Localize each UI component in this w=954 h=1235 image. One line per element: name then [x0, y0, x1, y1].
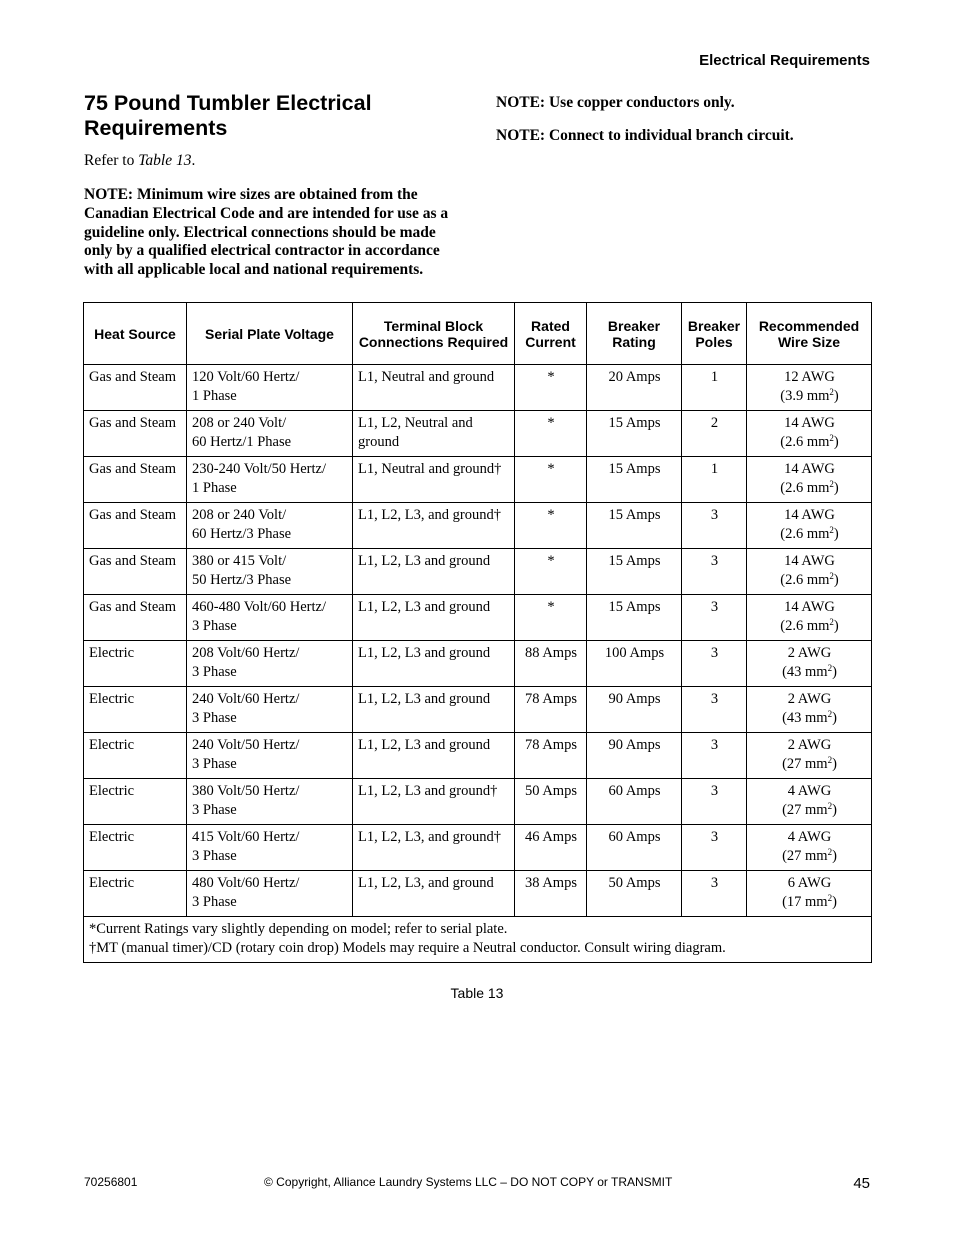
cell-terminal [353, 641, 515, 687]
breaker-rating-text: 15 Amps [608, 415, 661, 431]
breaker-rating-text: 90 Amps [608, 737, 661, 753]
wire-mm-exponent: 2 [829, 386, 834, 397]
cell-terminal [353, 595, 515, 641]
wire-awg: 4 AWG [787, 783, 832, 799]
voltage-line-1: 208 or 240 Volt/ [192, 507, 287, 523]
voltage-line-1: 208 Volt/60 Hertz/ [192, 645, 300, 661]
breaker-poles-text: 2 [710, 415, 719, 431]
cell-wire-size [747, 871, 872, 917]
wire-mm-exponent: 2 [827, 708, 833, 719]
footnote-current: *Current Ratings vary slightly depending on model; refer to serial plate. [89, 921, 508, 937]
header-terminal-block: Terminal Block Connections Required [353, 303, 515, 365]
cell-wire-size [747, 779, 872, 825]
wire-mm-exponent: 2 [827, 662, 833, 673]
heat-source-text: Gas and Steam [89, 507, 176, 523]
voltage-line-2: 1 Phase [192, 479, 237, 496]
wire-awg: 14 AWG [784, 507, 835, 523]
header-breaker-rating: Breaker Rating [587, 303, 682, 365]
cell-voltage [187, 687, 353, 733]
cell-heat-source [84, 595, 187, 641]
cell-heat-source [84, 871, 187, 917]
wire-mm-close: ) [833, 617, 839, 634]
heat-source-text: Electric [89, 875, 135, 891]
heat-source-text: Gas and Steam [89, 415, 176, 431]
wire-awg: 2 AWG [787, 737, 832, 753]
heat-source-text: Electric [89, 829, 135, 845]
cell-voltage [187, 411, 353, 457]
breaker-poles-text: 3 [710, 783, 719, 799]
wire-awg: 12 AWG [784, 369, 835, 385]
wire-awg: 14 AWG [784, 553, 835, 569]
table-body [84, 365, 872, 917]
cell-rated-current [515, 733, 587, 779]
refer-line [84, 152, 195, 170]
wire-mm-exponent: 2 [827, 754, 833, 765]
breaker-rating-text: 90 Amps [608, 691, 661, 707]
cell-rated-current [515, 411, 587, 457]
table-row [84, 687, 872, 733]
cell-rated-current [515, 457, 587, 503]
wire-awg: 2 AWG [787, 645, 832, 661]
voltage-line-1: 415 Volt/60 Hertz/ [192, 829, 300, 845]
cell-breaker-poles [682, 733, 747, 779]
wire-mm-exponent: 2 [829, 524, 834, 535]
breaker-rating-text: 15 Amps [608, 461, 661, 477]
cell-wire-size [747, 641, 872, 687]
terminal-text: L1, L2, L3, and ground† [358, 829, 501, 845]
rated-current-text: * [547, 507, 555, 523]
refer-prefix: Refer to [84, 152, 139, 169]
wire-mm: (3.9 mm [780, 387, 830, 404]
cell-voltage [187, 825, 353, 871]
cell-rated-current [515, 779, 587, 825]
note-guideline: NOTE: Minimum wire sizes are obtained from the Canadian Electrical Code and are intended for use as a guideline only. Electrical connections should be made only by a qualified electrical contractor in accordance with all applicable local and national requirements. [84, 186, 449, 279]
rated-current-text: * [547, 369, 555, 385]
refer-suffix: . [191, 152, 196, 169]
wire-mm: (2.6 mm [780, 525, 830, 542]
terminal-text: L1, L2, L3 and ground [358, 599, 491, 615]
cell-voltage [187, 549, 353, 595]
voltage-line-1: 480 Volt/60 Hertz/ [192, 875, 300, 891]
voltage-line-1: 230-240 Volt/50 Hertz/ [192, 461, 326, 477]
cell-breaker-poles [682, 641, 747, 687]
cell-voltage [187, 871, 353, 917]
cell-heat-source [84, 365, 187, 411]
voltage-line-2: 3 Phase [192, 801, 237, 818]
cell-terminal [353, 733, 515, 779]
terminal-text: L1, Neutral and ground [358, 369, 495, 385]
rated-current-text: * [547, 461, 555, 477]
wire-awg: 14 AWG [784, 461, 835, 477]
wire-mm: (17 mm [782, 893, 828, 910]
cell-wire-size [747, 733, 872, 779]
rated-current-text: 78 Amps [525, 737, 577, 753]
cell-wire-size [747, 411, 872, 457]
cell-heat-source [84, 457, 187, 503]
wire-mm: (2.6 mm [780, 479, 830, 496]
heat-source-text: Electric [89, 783, 135, 799]
voltage-line-1: 380 or 415 Volt/ [192, 553, 287, 569]
voltage-line-1: 380 Volt/50 Hertz/ [192, 783, 300, 799]
breaker-rating-text: 50 Amps [608, 875, 661, 891]
cell-breaker-poles [682, 457, 747, 503]
table-row [84, 595, 872, 641]
breaker-poles-text: 1 [710, 369, 719, 385]
breaker-poles-text: 3 [710, 599, 719, 615]
header-breaker-poles: Breaker Poles [682, 303, 747, 365]
breaker-rating-text: 100 Amps [604, 645, 665, 661]
heat-source-text: Gas and Steam [89, 553, 176, 569]
cell-terminal [353, 871, 515, 917]
voltage-line-2: 3 Phase [192, 617, 237, 634]
wire-mm-close: ) [832, 755, 837, 772]
cell-breaker-poles [682, 779, 747, 825]
cell-wire-size [747, 549, 872, 595]
cell-breaker-rating [587, 687, 682, 733]
cell-breaker-poles [682, 595, 747, 641]
page-title: 75 Pound Tumbler Electrical Requirements [84, 91, 372, 140]
voltage-line-1: 120 Volt/60 Hertz/ [192, 369, 300, 385]
terminal-text: L1, L2, L3 and ground [358, 553, 491, 569]
table-row [84, 871, 872, 917]
cell-heat-source [84, 641, 187, 687]
cell-voltage [187, 779, 353, 825]
terminal-text: L1, L2, L3, and ground† [358, 507, 501, 523]
cell-heat-source [84, 687, 187, 733]
voltage-line-2: 3 Phase [192, 663, 237, 680]
cell-terminal [353, 825, 515, 871]
breaker-rating-text: 60 Amps [608, 783, 661, 799]
footnotes-cell [84, 917, 872, 963]
cell-breaker-poles [682, 503, 747, 549]
header-wire-size: Recommended Wire Size [747, 303, 872, 365]
breaker-poles-text: 1 [710, 461, 719, 477]
cell-rated-current [515, 595, 587, 641]
cell-breaker-rating [587, 457, 682, 503]
voltage-line-2: 3 Phase [192, 709, 237, 726]
rated-current-text: * [547, 553, 555, 569]
wire-mm-close: ) [832, 801, 837, 818]
wire-mm: (27 mm [782, 847, 828, 864]
header-rated-current: Rated Current [515, 303, 587, 365]
cell-breaker-rating [587, 779, 682, 825]
table-row [84, 641, 872, 687]
table-row [84, 825, 872, 871]
voltage-line-2: 50 Hertz/3 Phase [192, 571, 292, 588]
rated-current-text: * [547, 599, 555, 615]
cell-heat-source [84, 503, 187, 549]
wire-mm: (43 mm [782, 709, 828, 726]
table-row [84, 457, 872, 503]
electrical-requirements-table [83, 302, 872, 963]
voltage-line-1: 240 Volt/60 Hertz/ [192, 691, 300, 707]
wire-mm-exponent: 2 [829, 616, 834, 627]
page-number: 45 [853, 1175, 870, 1192]
wire-mm-exponent: 2 [829, 432, 834, 443]
voltage-line-2: 1 Phase [192, 387, 237, 404]
terminal-text: L1, L2, L3 and ground [358, 737, 491, 753]
wire-mm: (43 mm [782, 663, 828, 680]
wire-mm: (2.6 mm [780, 433, 830, 450]
wire-mm-exponent: 2 [827, 800, 833, 811]
breaker-poles-text: 3 [710, 645, 719, 661]
breaker-poles-text: 3 [710, 737, 719, 753]
terminal-text: L1, L2, L3 and ground [358, 645, 491, 661]
wire-mm: (2.6 mm [780, 617, 830, 634]
table-row [84, 365, 872, 411]
rated-current-text: 38 Amps [525, 875, 577, 891]
rated-current-text: 78 Amps [525, 691, 577, 707]
cell-wire-size [747, 365, 872, 411]
wire-awg: 14 AWG [784, 599, 835, 615]
cell-terminal [353, 779, 515, 825]
document-number: 70256801 [84, 1175, 138, 1189]
cell-breaker-rating [587, 549, 682, 595]
cell-breaker-poles [682, 825, 747, 871]
voltage-line-2: 60 Hertz/3 Phase [192, 525, 292, 542]
wire-awg: 4 AWG [787, 829, 832, 845]
voltage-line-2: 3 Phase [192, 755, 237, 772]
breaker-rating-text: 15 Amps [608, 507, 661, 523]
table-row [84, 733, 872, 779]
cell-voltage [187, 365, 353, 411]
breaker-rating-text: 20 Amps [608, 369, 661, 385]
footnote-neutral: †MT (manual timer)/CD (rotary coin drop) Models may require a Neutral conductor. Consult wiring diagram. [89, 939, 726, 956]
heat-source-text: Gas and Steam [89, 369, 176, 385]
heat-source-text: Electric [89, 737, 135, 753]
cell-heat-source [84, 549, 187, 595]
table-caption: Table 13 [450, 985, 504, 1001]
cell-breaker-poles [682, 871, 747, 917]
wire-mm-close: ) [833, 571, 839, 588]
header-heat-source: Heat Source [84, 303, 187, 365]
breaker-rating-text: 60 Amps [608, 829, 661, 845]
breaker-poles-text: 3 [710, 829, 719, 845]
header-serial-plate-voltage: Serial Plate Voltage [187, 303, 353, 365]
wire-mm-close: ) [833, 525, 839, 542]
wire-mm: (2.6 mm [780, 571, 830, 588]
voltage-line-2: 3 Phase [192, 847, 237, 864]
cell-voltage [187, 503, 353, 549]
wire-mm-close: ) [832, 663, 837, 680]
cell-rated-current [515, 687, 587, 733]
cell-breaker-poles [682, 411, 747, 457]
breaker-poles-text: 3 [710, 507, 719, 523]
cell-breaker-rating [587, 641, 682, 687]
wire-mm-exponent: 2 [829, 570, 834, 581]
breaker-rating-text: 15 Amps [608, 599, 661, 615]
cell-terminal [353, 503, 515, 549]
table-reference: Table 13 [138, 152, 192, 169]
cell-breaker-rating [587, 595, 682, 641]
cell-breaker-poles [682, 687, 747, 733]
wire-mm-close: ) [833, 479, 839, 496]
terminal-text: L1, L2, Neutral and ground [358, 415, 473, 450]
breaker-poles-text: 3 [710, 875, 719, 891]
cell-terminal [353, 457, 515, 503]
cell-rated-current [515, 503, 587, 549]
heat-source-text: Electric [89, 645, 135, 661]
wire-mm: (27 mm [782, 801, 828, 818]
cell-breaker-rating [587, 871, 682, 917]
cell-breaker-poles [682, 365, 747, 411]
cell-breaker-rating [587, 365, 682, 411]
cell-rated-current [515, 641, 587, 687]
cell-heat-source [84, 411, 187, 457]
cell-breaker-rating [587, 503, 682, 549]
cell-voltage [187, 733, 353, 779]
note-branch-circuit: NOTE: Connect to individual branch circuit. [496, 127, 794, 144]
cell-wire-size [747, 457, 872, 503]
wire-awg: 6 AWG [787, 875, 832, 891]
note-copper: NOTE: Use copper conductors only. [496, 94, 735, 111]
cell-voltage [187, 641, 353, 687]
rated-current-text: * [547, 415, 555, 431]
cell-heat-source [84, 825, 187, 871]
wire-mm-close: ) [833, 387, 839, 404]
terminal-text: L1, Neutral and ground† [358, 461, 502, 477]
cell-voltage [187, 457, 353, 503]
rated-current-text: 46 Amps [525, 829, 577, 845]
cell-voltage [187, 595, 353, 641]
cell-wire-size [747, 825, 872, 871]
breaker-rating-text: 15 Amps [608, 553, 661, 569]
voltage-line-1: 240 Volt/50 Hertz/ [192, 737, 300, 753]
table-header-row [84, 303, 872, 365]
voltage-line-1: 460-480 Volt/60 Hertz/ [192, 599, 326, 615]
breaker-poles-text: 3 [710, 691, 719, 707]
cell-wire-size [747, 503, 872, 549]
heat-source-text: Gas and Steam [89, 599, 176, 615]
terminal-text: L1, L2, L3 and ground† [358, 783, 498, 799]
breaker-poles-text: 3 [710, 553, 719, 569]
cell-breaker-rating [587, 733, 682, 779]
cell-rated-current [515, 549, 587, 595]
cell-heat-source [84, 779, 187, 825]
wire-mm-close: ) [832, 893, 837, 910]
table-row [84, 411, 872, 457]
wire-mm-exponent: 2 [827, 892, 833, 903]
voltage-line-2: 3 Phase [192, 893, 237, 910]
cell-wire-size [747, 595, 872, 641]
terminal-text: L1, L2, L3, and ground [358, 875, 494, 891]
wire-mm: (27 mm [782, 755, 828, 772]
cell-rated-current [515, 825, 587, 871]
wire-awg: 2 AWG [787, 691, 832, 707]
cell-wire-size [747, 687, 872, 733]
cell-breaker-poles [682, 549, 747, 595]
cell-heat-source [84, 733, 187, 779]
table-row [84, 503, 872, 549]
cell-breaker-rating [587, 825, 682, 871]
wire-mm-close: ) [832, 847, 837, 864]
wire-mm-exponent: 2 [829, 478, 834, 489]
voltage-line-1: 208 or 240 Volt/ [192, 415, 287, 431]
cell-terminal [353, 687, 515, 733]
cell-breaker-rating [587, 411, 682, 457]
cell-terminal [353, 411, 515, 457]
wire-awg: 14 AWG [784, 415, 835, 431]
footnote-row [84, 917, 872, 963]
rated-current-text: 88 Amps [525, 645, 577, 661]
section-header: Electrical Requirements [699, 52, 870, 69]
cell-terminal [353, 549, 515, 595]
voltage-line-2: 60 Hertz/1 Phase [192, 433, 292, 450]
table-row [84, 779, 872, 825]
table-row [84, 549, 872, 595]
terminal-text: L1, L2, L3 and ground [358, 691, 491, 707]
cell-rated-current [515, 871, 587, 917]
cell-rated-current [515, 365, 587, 411]
wire-mm-close: ) [832, 709, 837, 726]
heat-source-text: Gas and Steam [89, 461, 176, 477]
wire-mm-exponent: 2 [827, 846, 833, 857]
copyright-notice: © Copyright, Alliance Laundry Systems LLC – DO NOT COPY or TRANSMIT [264, 1175, 673, 1189]
rated-current-text: 50 Amps [525, 783, 577, 799]
wire-mm-close: ) [833, 433, 839, 450]
heat-source-text: Electric [89, 691, 135, 707]
cell-terminal [353, 365, 515, 411]
